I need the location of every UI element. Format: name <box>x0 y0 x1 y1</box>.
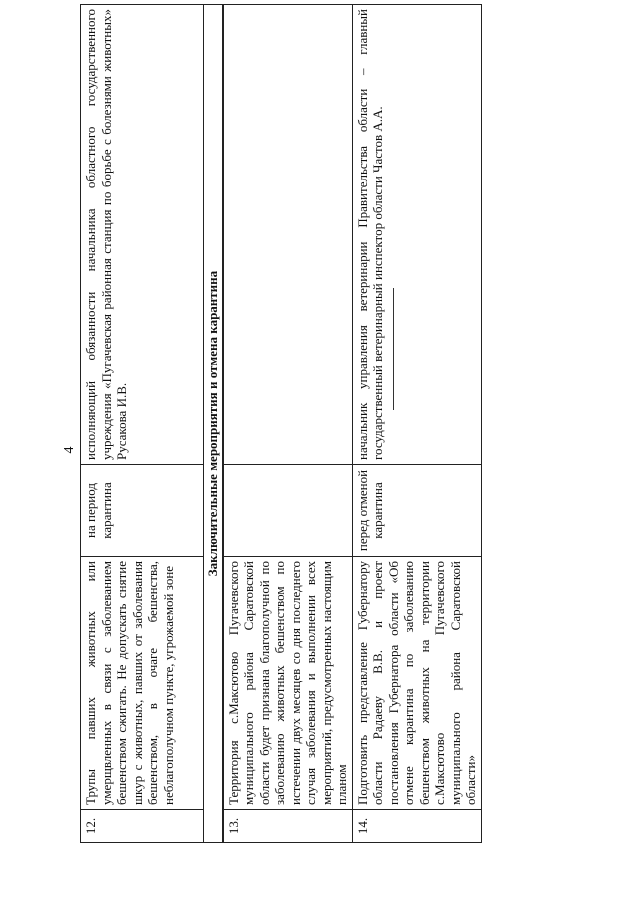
page-number: 4 <box>62 446 77 454</box>
row-responsible <box>223 5 353 465</box>
row-responsible: исполняющий обязанности начальника областного государственного учреждения «Пугачевская районная станция по борьбе с болезнями животных» Русакова И.В. <box>81 5 204 465</box>
section-header-row <box>204 5 223 843</box>
row-responsible: начальник управления ветеринарии Правительства области – главный государственный ветеринарный инспектор области Частов А.А. <box>352 5 481 465</box>
table-row <box>352 5 481 843</box>
row-number: 13. <box>223 810 353 843</box>
row-action: Территория с.Максютово Пугачевского муниципального района Саратовской области будет признана благополучной по заболеванию животных бешенством по истечении двух месяцев со дня последнего случая заболевания и выполнении всех мероприятий, предусмотренных настоящим планом <box>223 557 353 810</box>
row-term <box>223 465 353 557</box>
closing-rule-line <box>393 288 394 410</box>
row-term: перед отменой карантина <box>352 465 481 557</box>
table-row <box>81 5 204 843</box>
row-action: Подготовить представление Губернатору области Радаеву В.В. и проект постановления Губернатора области «Об отмене карантина по заболеванию бешенством животных на территории с.Максютово Пугачевского муниципального района Саратовской области» <box>352 557 481 810</box>
row-term: на период карантина <box>81 465 204 557</box>
section-title: Заключительные мероприятия и отмена карантина <box>204 5 223 843</box>
row-number: 14. <box>352 810 481 843</box>
row-number: 12. <box>81 810 204 843</box>
table-row <box>223 5 353 843</box>
row-action: Трупы павших животных или умерщвленных в связи с заболеванием бешенством сжигать. Не допускать снятие шкур с животных, павших от заболевания бешенством, в очаге бешенства, неблагополучном пункте, угрожаемой зоне <box>81 557 204 810</box>
plan-table <box>80 4 482 843</box>
